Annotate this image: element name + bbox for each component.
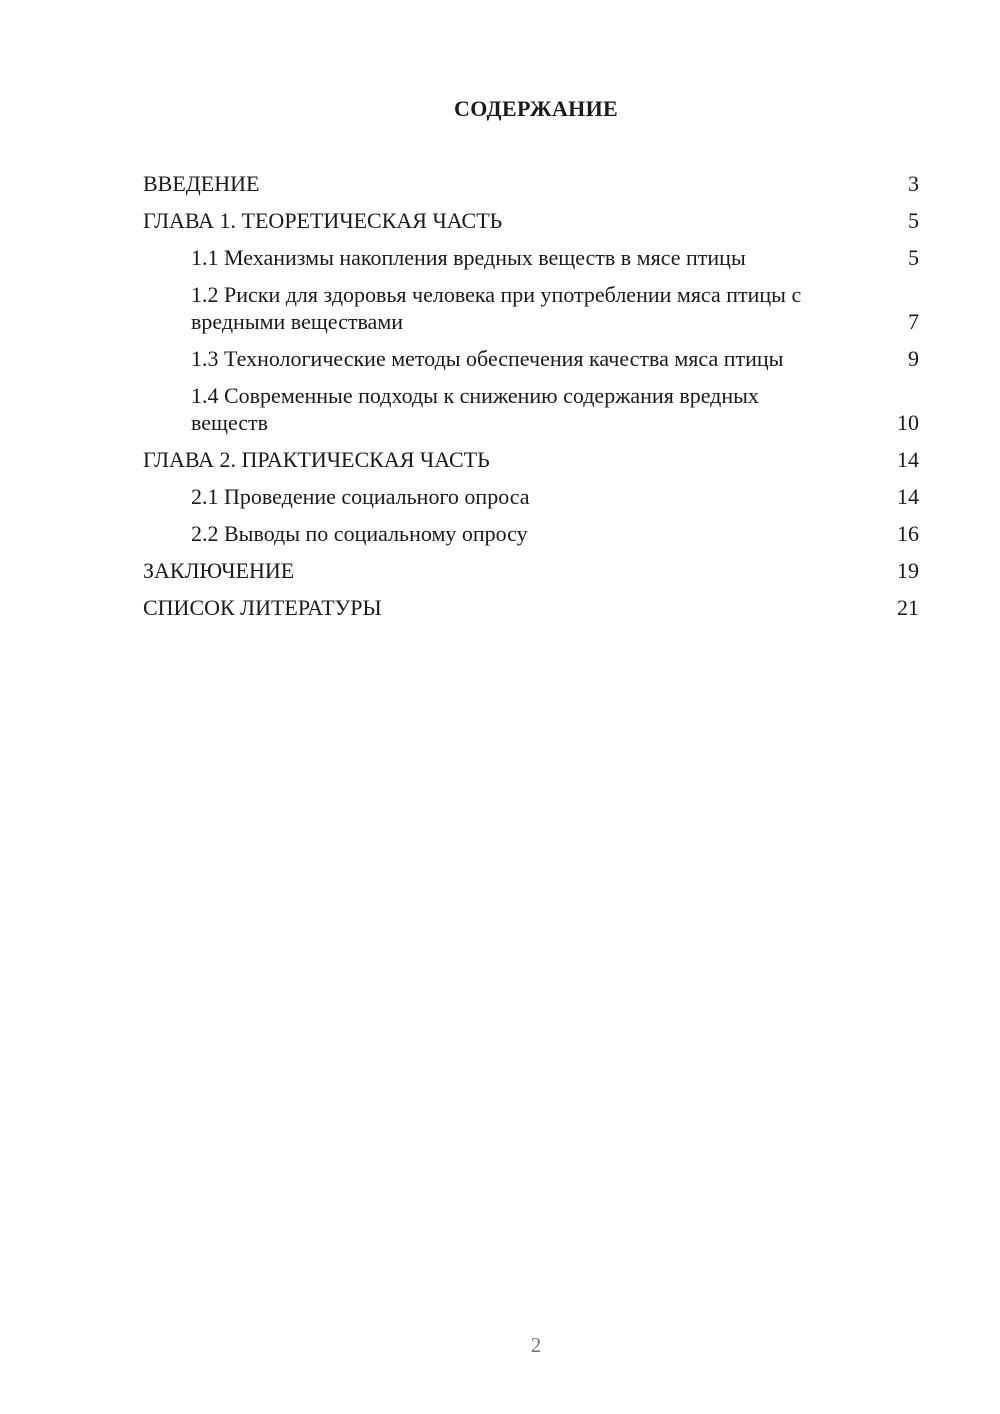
toc-entry-page: 14 xyxy=(897,484,919,509)
toc-entry-section-2-1[interactable] xyxy=(143,483,919,510)
toc-entry-introduction[interactable] xyxy=(143,170,919,197)
toc-entry-section-1-3[interactable] xyxy=(143,345,919,372)
toc-entry-page: 14 xyxy=(897,447,919,472)
toc-entry-page: 10 xyxy=(897,410,919,435)
toc-entry-label: 1.1 Механизмы накопления вредных веществ в мясе птицы xyxy=(191,245,746,270)
toc-entry-label: СПИСОК ЛИТЕРАТУРЫ xyxy=(143,595,382,620)
toc-entry-page: 16 xyxy=(897,521,919,546)
toc-entry-page: 21 xyxy=(897,595,919,620)
toc-entry-label: 2.2 Выводы по социальному опросу xyxy=(191,521,528,546)
toc-entry-label: 2.1 Проведение социального опроса xyxy=(191,484,530,509)
toc-entry-page: 9 xyxy=(908,346,919,371)
toc-entry-chapter-1[interactable] xyxy=(143,207,919,234)
toc-entry-page: 5 xyxy=(908,208,919,233)
toc-entry-label: 1.4 Современные подходы к снижению содержания вредных веществ xyxy=(191,383,759,435)
toc-entry-label: ГЛАВА 2. ПРАКТИЧЕСКАЯ ЧАСТЬ xyxy=(143,447,490,472)
toc-entry-page: 5 xyxy=(908,245,919,270)
toc-entry-references[interactable] xyxy=(143,594,919,621)
toc-entry-section-2-2[interactable] xyxy=(143,520,919,547)
toc-entry-conclusion[interactable] xyxy=(143,557,919,584)
toc-entry-label: ЗАКЛЮЧЕНИЕ xyxy=(143,558,295,583)
toc-entry-section-1-1[interactable] xyxy=(143,244,919,271)
toc-entry-section-1-2[interactable] xyxy=(143,281,919,335)
toc-entry-page: 3 xyxy=(908,171,919,196)
toc-entry-label: ГЛАВА 1. ТЕОРЕТИЧЕСКАЯ ЧАСТЬ xyxy=(143,208,503,233)
table-of-contents xyxy=(143,170,919,631)
toc-entry-label: 1.3 Технологические методы обеспечения качества мяса птицы xyxy=(191,346,784,371)
toc-entry-section-1-4[interactable] xyxy=(143,382,919,436)
toc-entry-label: 1.2 Риски для здоровья человека при употреблении мяса птицы с вредными веществами xyxy=(191,282,802,334)
toc-title: СОДЕРЖАНИЕ xyxy=(454,96,618,121)
toc-entry-label: ВВЕДЕНИЕ xyxy=(143,171,260,196)
toc-entry-page: 19 xyxy=(897,558,919,583)
toc-entry-chapter-2[interactable] xyxy=(143,446,919,473)
toc-entry-page: 7 xyxy=(908,309,919,334)
page-number: 2 xyxy=(530,1333,542,1357)
